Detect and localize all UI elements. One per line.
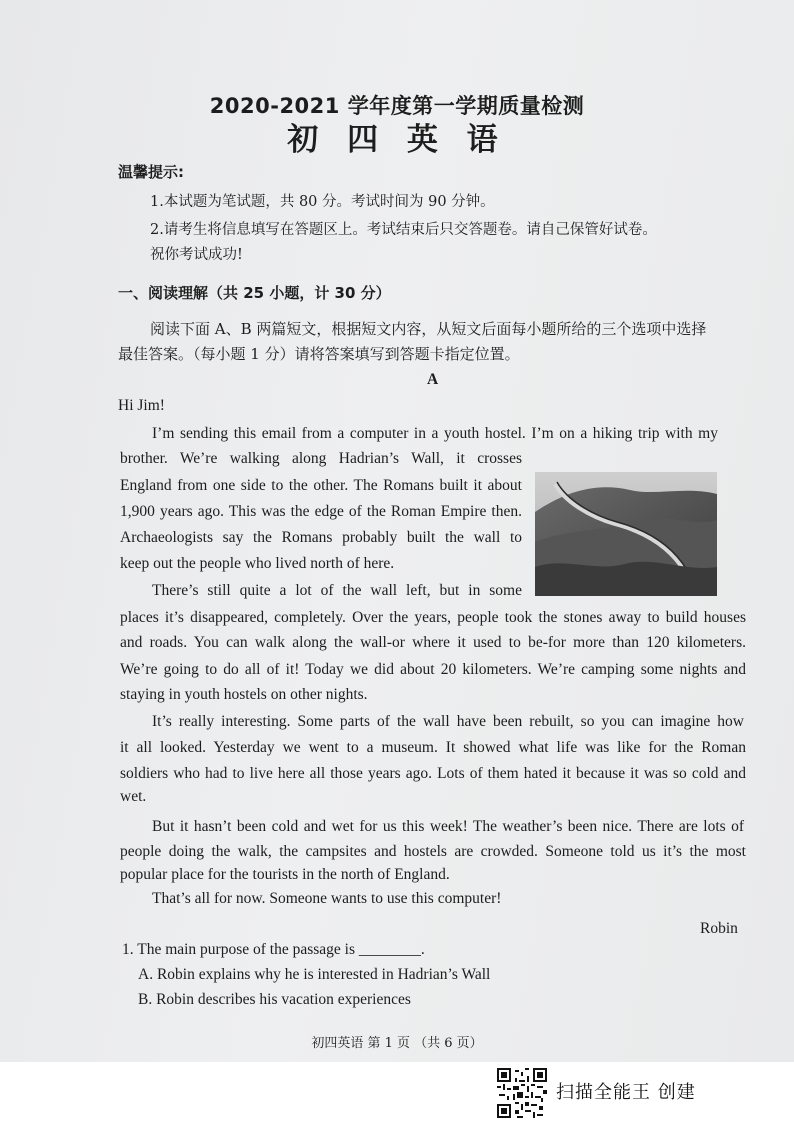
question-1-option-b: B. Robin describes his vacation experiences: [138, 991, 411, 1008]
section-instruction-1: 阅读下面 A、B 两篇短文，根据短文内容，从短文后面每小题所给的三个选项中选择: [150, 320, 707, 338]
passage-line: people doing the walk, the campsites and hostels are crowded. Someone told us it’s the most: [120, 843, 746, 860]
passage-line: wet.: [120, 788, 147, 805]
tip-item-3: 祝你考试成功!: [150, 247, 243, 263]
passage-line: That’s all for now. Someone wants to use this computer!: [152, 890, 502, 907]
tip-item-1: 1.本试题为笔试题，共 80 分。考试时间为 90 分钟。: [150, 194, 495, 210]
section-heading: 一、阅读理解（共 25 小题，计 30 分）: [118, 284, 391, 302]
passage-line: There’s still quite a lot of the wall left, but in some: [152, 582, 522, 599]
passage-line: it all looked. Yesterday we went to a museum. It showed what life was like for the Roman: [120, 739, 746, 756]
passage-line: popular place for the tourists in the north of England.: [120, 866, 450, 883]
passage-line: 1,900 years ago. This was the edge of the Roman Empire then.: [120, 503, 522, 520]
passage-line: keep out the people who lived north of here.: [120, 555, 395, 572]
passage-line: I’m sending this email from a computer in a youth hostel. I’m on a hiking trip with my: [152, 425, 718, 442]
hadrians-wall-photo: [535, 472, 717, 596]
passage-label: A: [427, 371, 439, 388]
scanner-watermark: 扫描全能王 创建: [556, 1082, 696, 1103]
page-footer: 初四英语 第 1 页 （共 6 页）: [311, 1036, 483, 1051]
passage-line: staying in youth hostels on other nights.: [120, 686, 368, 703]
section-instruction-2: 最佳答案。（每小题 1 分）请将答案填写到答题卡指定位置。: [118, 345, 520, 363]
passage-line: places it’s disappeared, completely. Over the years, people took the stones away to build houses: [120, 609, 746, 626]
passage-line: It’s really interesting. Some parts of the wall have been rebuilt, so you can imagine how: [152, 713, 744, 730]
question-1-stem: 1. The main purpose of the passage is ________.: [122, 941, 425, 958]
tip-item-2: 2.请考生将信息填写在答题区上。考试结束后只交答题卷。请自己保管好试卷。: [150, 222, 657, 238]
question-1-option-a: A. Robin explains why he is interested in Hadrian’s Wall: [138, 966, 491, 983]
passage-signature: Robin: [700, 920, 738, 937]
passage-line: soldiers who had to live here all those years ago. Lots of them hated it because it was so cold and: [120, 765, 746, 782]
passage-line: Archaeologists say the Romans probably built the wall to: [120, 529, 522, 546]
subject-title: 初 四 英 语: [287, 122, 507, 158]
tips-heading: 温馨提示:: [118, 163, 184, 181]
passage-line: But it hasn’t been cold and wet for us this week! The weather’s been nice. There are lots of: [152, 818, 744, 835]
passage-greeting: Hi Jim!: [118, 397, 165, 414]
passage-line: and roads. You can walk along the wall-or where it used to be-for more than 120 kilometers.: [120, 634, 746, 651]
passage-line: We’re going to do all of it! Today we did about 20 kilometers. We’re camping some nights and: [120, 661, 746, 678]
passage-line: England from one side to the other. The Romans built it about: [120, 477, 522, 494]
qr-code-icon: [497, 1068, 547, 1118]
passage-line: brother. We’re walking along Hadrian’s Wall, it crosses: [120, 450, 522, 467]
exam-title: 2020-2021 学年度第一学期质量检测: [209, 94, 585, 118]
